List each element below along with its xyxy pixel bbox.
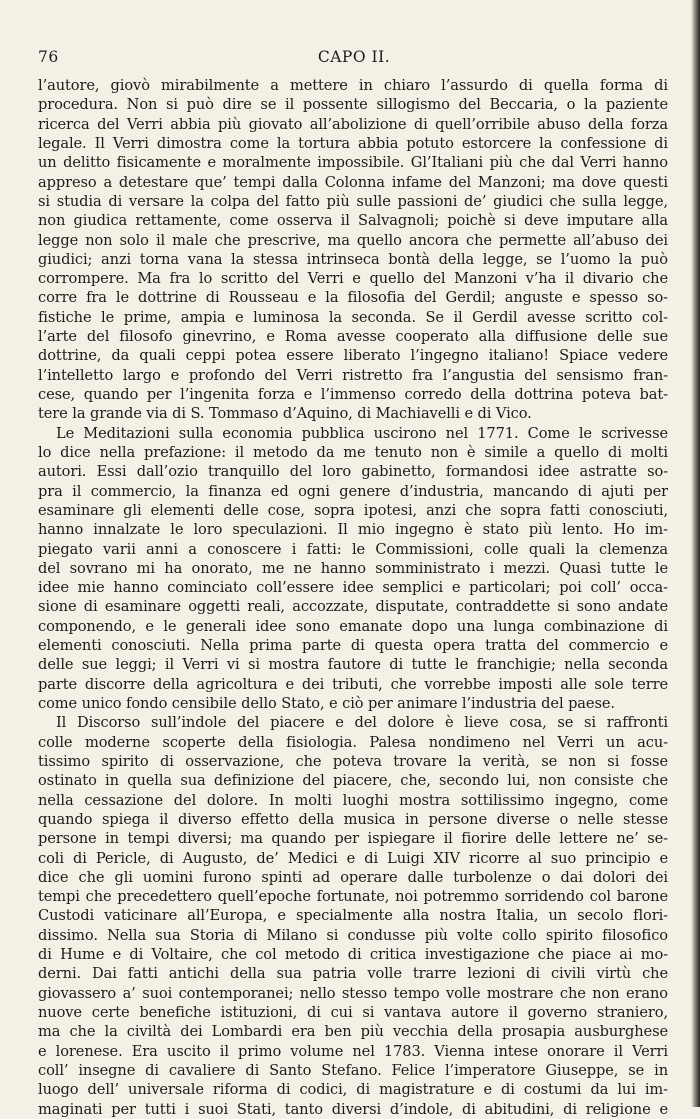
text-line: corre fra le dottrine di Rousseau e la filosofia del Gerdil; anguste e spesso so- — [38, 289, 668, 307]
text-line: quando spiega il diverso effetto della musica in persone diverse o nelle stesse — [38, 810, 668, 828]
text-line: tissimo spirito di osservazione, che poteva trovare la verità, se non si fosse — [38, 752, 668, 770]
text-line: lo dice nella prefazione: il metodo da me tenuto non è simile a quello di molti — [38, 443, 668, 461]
text-line: componendo, e le generali idee sono emanate dopo una lunga combinazione di — [38, 617, 668, 635]
text-line: di Hume e di Voltaire, che col metodo di critica investigazione che piace ai mo- — [38, 946, 668, 964]
text-line: dottrine, da quali ceppi potea essere liberato l’ingegno italiano! Spiace vedere — [38, 347, 668, 365]
text-line: del sovrano mi ha onorato, me ne hanno somministrato i mezzi. Quasi tutte le — [38, 559, 668, 577]
text-line: giovassero a’ suoi contemporanei; nello stesso tempo volle mostrare che non erano — [38, 984, 668, 1002]
text-line: dissimo. Nella sua Storia di Milano si condusse più volte collo spirito filosofico — [38, 926, 668, 944]
text-line: sione di esaminare oggetti reali, accozzate, disputate, contraddette si sono andate — [38, 598, 668, 616]
text-line: coli di Pericle, di Augusto, de’ Medici e di Luigi XIV ricorre al suo principio e — [38, 849, 668, 867]
text-line: tempi che precedettero quell’epoche fortunate, noi potremmo sorridendo col barone — [38, 888, 668, 906]
text-line: maginati per tutti i suoi Stati, tanto diversi d’indole, di abitudini, di religione e — [38, 1100, 668, 1118]
page-edge-shadow — [691, 0, 700, 1107]
text-line: procedura. Non si può dire se il possente sillogismo del Beccaria, o la paziente — [38, 96, 668, 114]
text-line: si studia di versare la colpa del fatto più sulle passioni de’ giudici che sulla legge, — [38, 192, 668, 210]
chapter-title: CAPO II. — [317, 48, 391, 66]
text-line: colle moderne scoperte della fisiologia. Palesa nondimeno nel Verri un acu- — [38, 733, 668, 751]
text-line: idee mie hanno cominciato coll’essere idee semplici e particolari; poi coll’ occa- — [38, 579, 668, 597]
text-line: legale. Il Verri dimostra come la tortura abbia potuto estorcere la confessione di — [38, 134, 668, 152]
text-line: corrompere. Ma fra lo scritto del Verri e quello del Manzoni v’ha il divario che — [38, 270, 668, 288]
running-header — [38, 48, 670, 72]
text-line: Custodi vaticinare all’Europa, e specialmente alla nostra Italia, un secolo flori- — [38, 907, 668, 925]
text-line: giudici; anzi torna vana la stessa intrinseca bontà della legge, se l’uomo la può — [38, 250, 668, 268]
text-line: Le Meditazioni sulla economia pubblica uscirono nel 1771. Come le scrivesse — [56, 424, 668, 442]
text-line: tere la grande via di S. Tommaso d’Aquino, di Machiavelli e di Vico. — [38, 405, 532, 423]
body-text — [38, 76, 668, 1119]
text-line: ma che la civiltà dei Lombardi era ben più vecchia della prosapia ausburghese — [38, 1023, 668, 1041]
text-line: persone in tempi diversi; ma quando per ispiegare il fiorire delle lettere ne’ se- — [38, 830, 668, 848]
text-line: l’arte del filosofo ginevrino, e Roma avesse cooperato alla diffusione delle sue — [38, 328, 668, 346]
text-line: delle sue leggi; il Verri vi si mostra fautore di tutte le franchigie; nella seconda — [38, 656, 668, 674]
text-line: derni. Dai fatti antichi della sua patria volle trarre lezioni di civili virtù che — [38, 965, 668, 983]
text-line: non giudica rettamente, come osserva il Salvagnoli; poichè si deve imputare alla — [38, 212, 668, 230]
text-line: un delitto fisicamente e moralmente impossibile. Gl’Italiani più che dal Verri hanno — [38, 154, 668, 172]
text-line: pra il commercio, la finanza ed ogni genere d’industria, mancando di ajuti per — [38, 482, 668, 500]
text-line: l’autore, giovò mirabilmente a mettere in chiaro l’assurdo di quella forma di — [38, 77, 668, 94]
text-line: autori. Essi dall’ozio tranquillo del loro gabinetto, formandosi idee astratte so- — [38, 463, 668, 481]
text-line: ricerca del Verri abbia più giovato all’abolizione di quell’orribile abuso della forza — [38, 115, 668, 133]
text-line: ostinato in quella sua definizione del piacere, che, secondo lui, non consiste che — [38, 772, 668, 790]
text-line: come unico fondo censibile dello Stato, e ciò per animare l’industria del paese. — [38, 695, 615, 712]
page-number: 76 — [38, 48, 59, 66]
text-line: nella cessazione del dolore. In molti luoghi mostra sottilissimo ingegno, come — [38, 791, 668, 809]
text-line: coll’ insegne di cavaliere di Santo Stefano. Felice l’imperatore Giuseppe, se in — [38, 1061, 668, 1079]
text-line: Il Discorso sull’indole del piacere e del dolore è lieve cosa, se si raffronti — [56, 714, 668, 732]
text-line: fistiche le prime, ampia e luminosa la seconda. Se il Gerdil avesse scritto col- — [38, 308, 668, 326]
text-line: dice che gli uomini furono spinti ad operare dalle turbolenze o dai dolori dei — [38, 868, 668, 886]
text-line: l’intelletto largo e profondo del Verri ristretto fra l’angustia del sensismo fran- — [38, 366, 668, 384]
text-line: esaminare gli elementi delle cose, sopra ipotesi, anzi che sopra fatti conosciuti, — [38, 501, 668, 519]
text-line: hanno innalzate le loro speculazioni. Il mio ingegno è stato più lento. Ho im- — [38, 521, 668, 539]
text-line: luogo dell’ universale riforma di codici, di magistrature e di costumi da lui im- — [38, 1081, 668, 1099]
text-line: parte discorre della agricoltura e dei tributi, che vorrebbe imposti alle sole terre — [38, 675, 668, 693]
text-line: elementi conosciuti. Nella prima parte di questa opera tratta del commercio e — [38, 637, 668, 655]
text-line: piegato varii anni a conoscere i fatti: le Commissioni, colle quali la clemenza — [38, 540, 668, 558]
text-line: cese, quando per l’ingenita forza e l’immenso corredo della dottrina poteva bat- — [38, 386, 668, 403]
text-line: nuove certe benefiche istituzioni, di cui si vantava autore il governo straniero, — [38, 1004, 668, 1021]
text-line: legge non solo il male che prescrive, ma quello ancora che permette all’abuso dei — [38, 231, 668, 249]
text-line: e lorenese. Era uscito il primo volume nel 1783. Vienna intese onorare il Verri — [38, 1042, 668, 1060]
text-line: appreso a detestare que’ tempi dalla Colonna infame del Manzoni; ma dove questi — [38, 173, 668, 191]
